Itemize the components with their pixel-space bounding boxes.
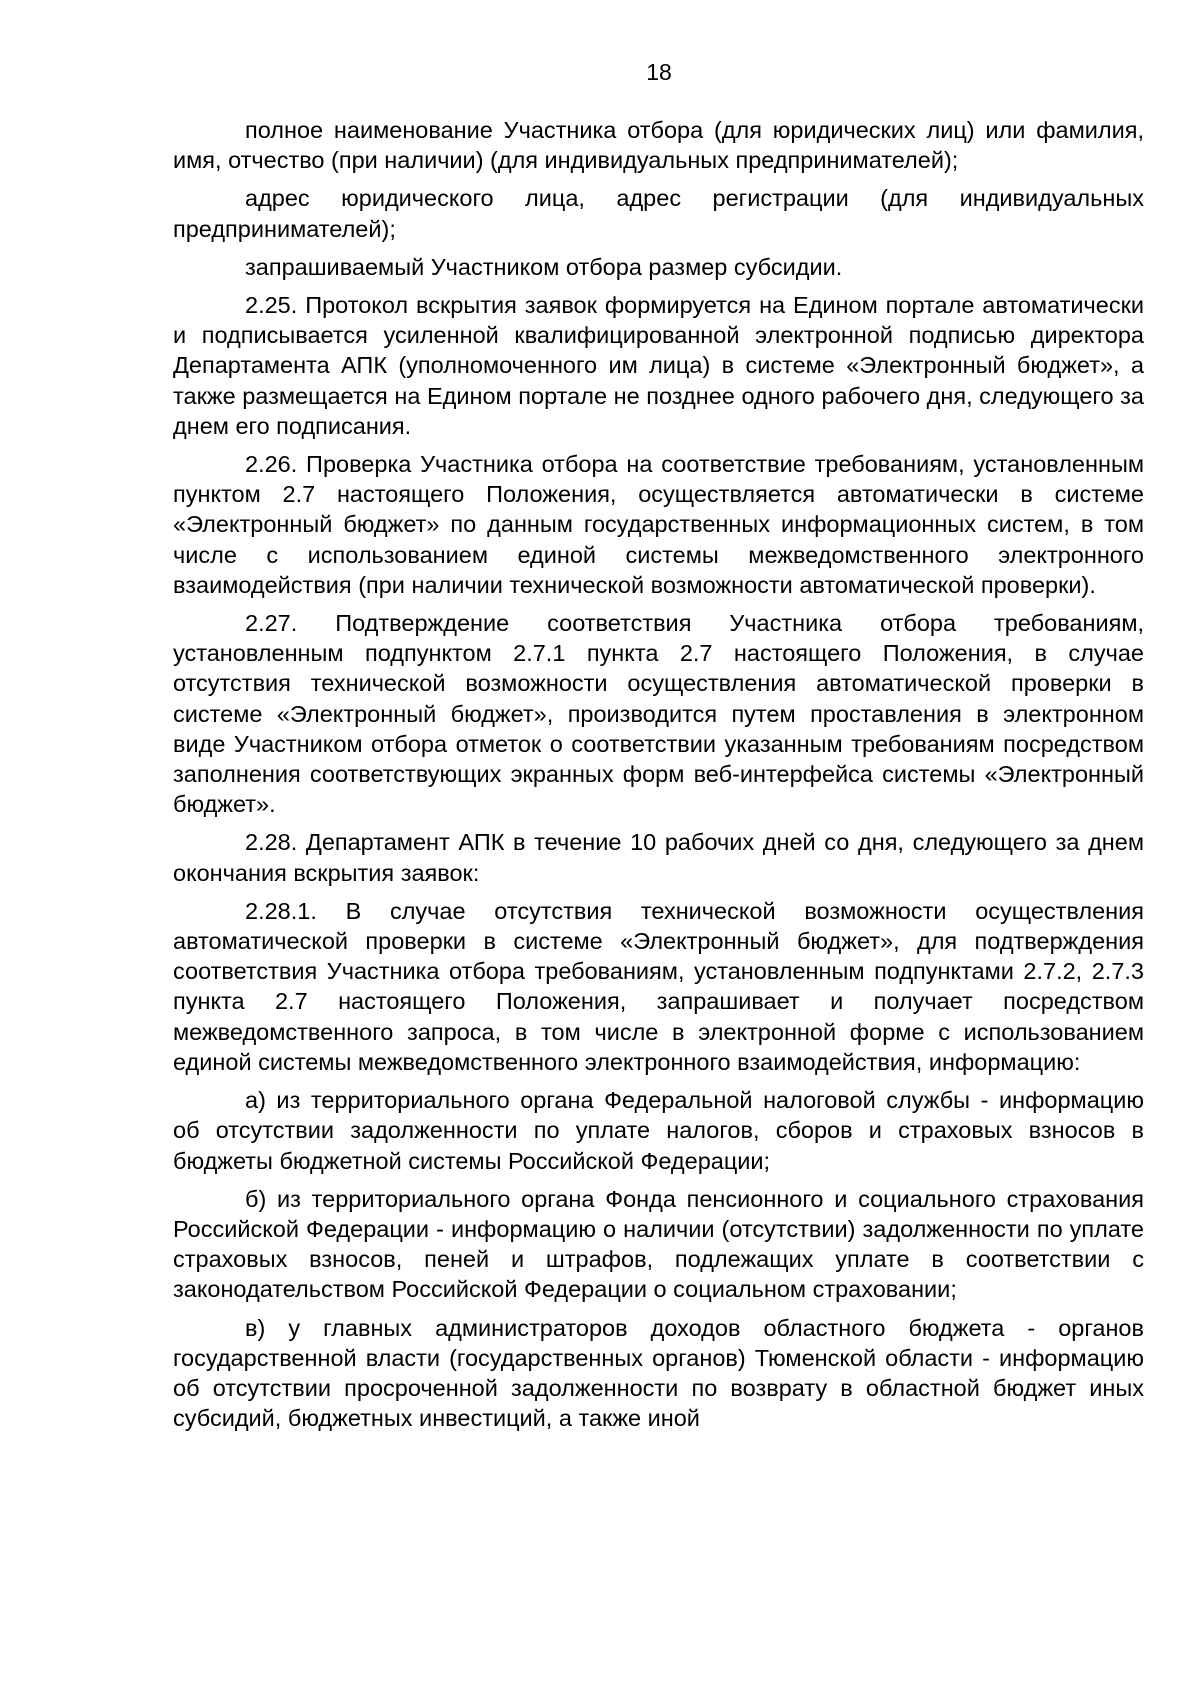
paragraph-2-28-1: 2.28.1. В случае отсутствия технической возможности осуществления автоматической проверки в системе «Электронный бюджет», для подтверждения соответствия Участника отбора требованиям, установленным подпунктами 2.7.2, 2.7.3 пункта 2.7 настоящего Положения, запрашивает и получает посредством межведомственного запроса, в том числе в электронной форме с использованием единой системы межведомственного электронного взаимодействия, информацию: bbox=[173, 897, 1144, 1075]
paragraph-item-a: а) из территориального органа Федеральной налоговой службы - информацию об отсутствии задолженности по уплате налогов, сборов и страховых взносов в бюджеты бюджетной системы Российской Федерации; bbox=[173, 1087, 1144, 1174]
paragraph-item-v: в) у главных администраторов доходов областного бюджета - органов государственной власти (государственных органов) Тюменской области - информацию об отсутствии просроченной задолженности по возврату в областной бюджет иных субсидий, бюджетных инвестиций, а также иной bbox=[173, 1314, 1144, 1432]
paragraph-requested-subsidy: запрашиваемый Участником отбора размер субсидии. bbox=[245, 253, 843, 280]
paragraph-item-b: б) из территориального органа Фонда пенсионного и социального страхования Российской Федерации - информацию о наличии (отсутствии) задолженности по уплате страховых взносов, пеней и штрафов, подлежащих уплате в соответствии с законодательством Российской Федерации о социальном страховании; bbox=[173, 1185, 1144, 1303]
paragraph-legal-address: адрес юридического лица, адрес регистрации (для индивидуальных предпринимателей); bbox=[173, 185, 1144, 242]
paragraph-2-28: 2.28. Департамент АПК в течение 10 рабочих дней со дня, следующего за днем окончания вскрытия заявок: bbox=[173, 829, 1144, 886]
paragraph-2-25: 2.25. Протокол вскрытия заявок формируется на Едином портале автоматически и подписывается усиленной квалифицированной электронной подписью директора Департамента АПК (уполномоченного им лица) в системе «Электронный бюджет», а также размещается на Едином портале не позднее одного рабочего дня, следующего за днем его подписания. bbox=[173, 292, 1144, 439]
paragraph-2-26: 2.26. Проверка Участника отбора на соответствие требованиям, установленным пунктом 2.7 настоящего Положения, осуществляется автоматически в системе «Электронный бюджет» по данным государственных информационных систем, в том числе с использованием единой системы межведомственного электронного взаимодействия (при наличии технической возможности автоматической проверки). bbox=[173, 451, 1144, 598]
paragraph-participant-name: полное наименование Участника отбора (для юридических лиц) или фамилия, имя, отчество (при наличии) (для индивидуальных предпринимателей); bbox=[173, 117, 1144, 174]
page-number: 18 bbox=[646, 59, 672, 85]
document-body bbox=[173, 115, 1144, 1441]
paragraph-2-27: 2.27. Подтверждение соответствия Участника отбора требованиям, установленным подпунктом 2.7.1 пункта 2.7 настоящего Положения, в случае отсутствия технической возможности осуществления автоматической проверки в системе «Электронный бюджет», производится путем проставления в электронном виде Участником отбора отметок о соответствии указанным требованиям посредством заполнения соответствующих экранных форм веб-интерфейса системы «Электронный бюджет». bbox=[173, 610, 1144, 818]
